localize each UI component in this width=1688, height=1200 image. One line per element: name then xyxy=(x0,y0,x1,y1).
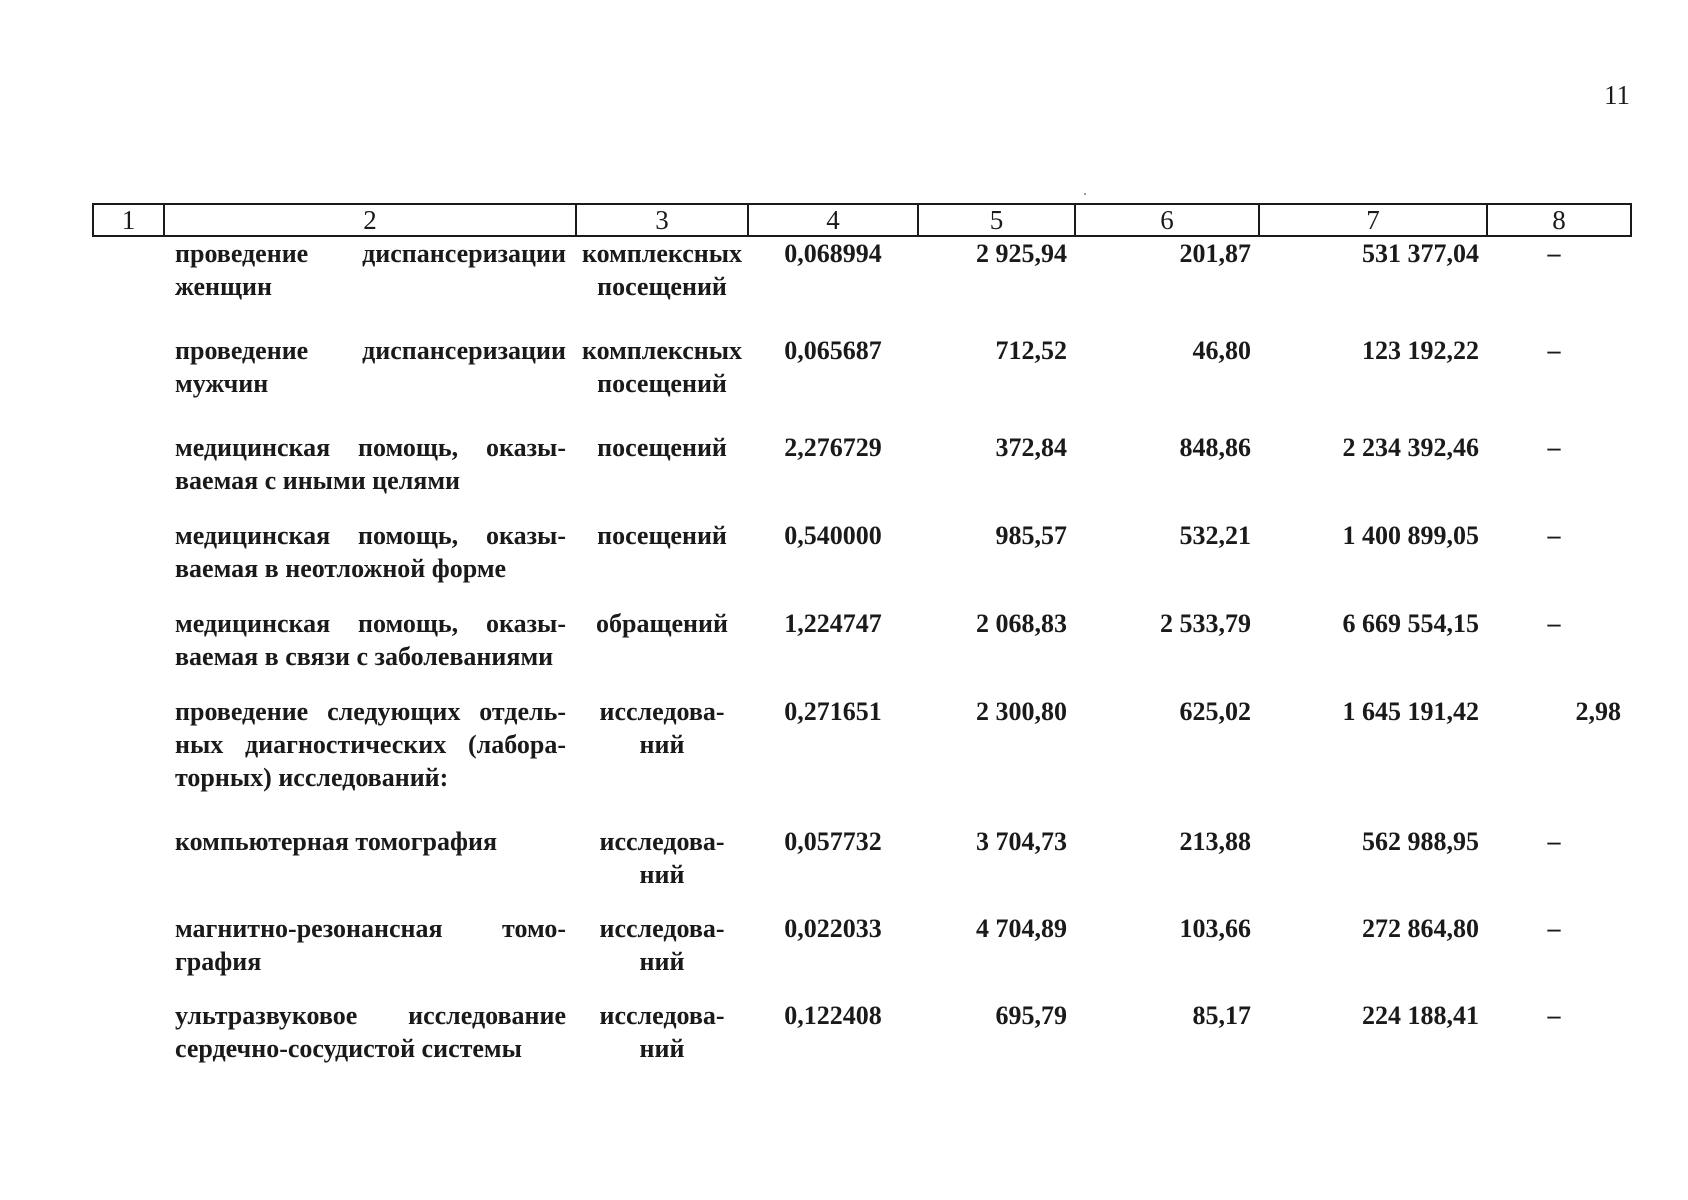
row-norm-cell: 0,022033 xyxy=(784,914,882,943)
column-number-3: 3 xyxy=(576,204,748,236)
row-code-cell xyxy=(93,999,164,1079)
table-row xyxy=(93,431,1631,519)
row-per-capita-cell: 103,66 xyxy=(1179,914,1251,943)
row-name-cell: проведение диспансеризации женщин xyxy=(175,239,566,301)
row-cost-cell: 712,52 xyxy=(995,336,1067,365)
row-norm-cell: 2,276729 xyxy=(784,433,882,462)
row-unit-cell: исследова-ний xyxy=(599,827,725,889)
row-norm-cell: 0,068994 xyxy=(784,239,882,268)
row-total-cell: 531 377,04 xyxy=(1362,239,1479,268)
row-cost-cell: 2 925,94 xyxy=(976,239,1067,268)
row-code-cell xyxy=(93,912,164,999)
row-per-capita-cell: 2 533,79 xyxy=(1160,609,1251,638)
column-number-2: 2 xyxy=(164,204,576,236)
table-row xyxy=(93,519,1631,607)
row-name-cell: медицинская помощь, оказы-ваемая в связи с заболеваниями xyxy=(175,609,566,671)
row-norm-cell: 0,065687 xyxy=(784,336,882,365)
row-per-capita-cell: 625,02 xyxy=(1179,697,1251,726)
column-number-7: 7 xyxy=(1259,204,1487,236)
row-col8-cell: – xyxy=(1547,1001,1561,1030)
table-row xyxy=(93,912,1631,999)
row-norm-cell: 0,540000 xyxy=(784,521,882,550)
row-per-capita-cell: 532,21 xyxy=(1179,521,1251,550)
row-total-cell: 6 669 554,15 xyxy=(1342,609,1479,638)
row-cost-cell: 4 704,89 xyxy=(976,914,1067,943)
row-col8-cell: – xyxy=(1547,914,1561,943)
row-per-capita-cell: 46,80 xyxy=(1192,336,1251,365)
row-total-cell: 2 234 392,46 xyxy=(1342,433,1479,462)
table-row xyxy=(93,999,1631,1079)
row-name-cell: компьютерная томография xyxy=(175,827,498,856)
row-col8-cell: – xyxy=(1547,609,1561,638)
row-total-cell: 1 645 191,42 xyxy=(1342,697,1479,726)
row-cost-cell: 3 704,73 xyxy=(976,827,1067,856)
row-name-cell: проведение следующих отдель-ных диагностических (лабора-торных) исследований: xyxy=(175,697,566,792)
row-col8-cell: – xyxy=(1547,336,1561,365)
column-number-5: 5 xyxy=(918,204,1075,236)
row-code-cell xyxy=(93,825,164,912)
row-cost-cell: 372,84 xyxy=(995,433,1067,462)
row-unit-cell: исследова-ний xyxy=(599,697,725,759)
row-col8-cell: – xyxy=(1547,827,1561,856)
column-number-6: 6 xyxy=(1075,204,1259,236)
row-cost-cell: 985,57 xyxy=(995,521,1067,550)
row-norm-cell: 0,122408 xyxy=(784,1001,882,1030)
table-row xyxy=(93,236,1631,334)
row-total-cell: 272 864,80 xyxy=(1362,914,1479,943)
table-row xyxy=(93,825,1631,912)
row-code-cell xyxy=(93,236,164,334)
header-row xyxy=(93,204,1631,236)
row-total-cell: 123 192,22 xyxy=(1362,336,1479,365)
row-code-cell xyxy=(93,334,164,431)
row-total-cell: 562 988,95 xyxy=(1362,827,1479,856)
row-code-cell xyxy=(93,431,164,519)
row-cost-cell: 695,79 xyxy=(995,1001,1067,1030)
row-col8-cell: 2,98 xyxy=(1575,697,1621,726)
row-unit-cell: исследова-ний xyxy=(599,1001,725,1063)
column-number-4: 4 xyxy=(748,204,918,236)
row-name-cell: проведение диспансеризации мужчин xyxy=(175,336,566,398)
tariff-table xyxy=(92,203,1632,1079)
row-per-capita-cell: 201,87 xyxy=(1179,239,1251,268)
row-name-cell: ультразвуковое исследование сердечно-сосудистой системы xyxy=(175,1001,566,1063)
row-col8-cell: – xyxy=(1547,521,1561,550)
table-row xyxy=(93,695,1631,825)
column-number-8: 8 xyxy=(1487,204,1631,236)
row-unit-cell: посещений xyxy=(597,521,727,550)
row-norm-cell: 1,224747 xyxy=(784,609,882,638)
row-unit-cell: комплексных посещений xyxy=(581,336,743,398)
column-number-1: 1 xyxy=(93,204,164,236)
row-name-cell: магнитно-резонансная томо-графия xyxy=(175,914,566,976)
row-per-capita-cell: 85,17 xyxy=(1192,1001,1251,1030)
row-cost-cell: 2 068,83 xyxy=(976,609,1067,638)
row-unit-cell: исследова-ний xyxy=(599,914,725,976)
row-cost-cell: 2 300,80 xyxy=(976,697,1067,726)
table-row xyxy=(93,607,1631,695)
row-col8-cell: – xyxy=(1547,239,1561,268)
row-code-cell xyxy=(93,519,164,607)
row-name-cell: медицинская помощь, оказы-ваемая с иными целями xyxy=(175,433,566,495)
row-norm-cell: 0,271651 xyxy=(784,697,882,726)
row-code-cell xyxy=(93,607,164,695)
row-unit-cell: комплексных посещений xyxy=(581,239,743,301)
scan-speck xyxy=(1084,193,1086,195)
row-per-capita-cell: 848,86 xyxy=(1179,433,1251,462)
table-header xyxy=(93,204,1631,236)
row-total-cell: 1 400 899,05 xyxy=(1342,521,1479,550)
row-norm-cell: 0,057732 xyxy=(784,827,882,856)
page-number: 11 xyxy=(1604,80,1630,110)
row-unit-cell: посещений xyxy=(597,433,727,462)
row-name-cell: медицинская помощь, оказы-ваемая в неотложной форме xyxy=(175,521,566,583)
row-code-cell xyxy=(93,695,164,825)
row-unit-cell: обращений xyxy=(596,609,728,638)
table-row xyxy=(93,334,1631,431)
row-col8-cell: – xyxy=(1547,433,1561,462)
table-body xyxy=(93,236,1631,1079)
row-total-cell: 224 188,41 xyxy=(1362,1001,1479,1030)
row-per-capita-cell: 213,88 xyxy=(1179,827,1251,856)
